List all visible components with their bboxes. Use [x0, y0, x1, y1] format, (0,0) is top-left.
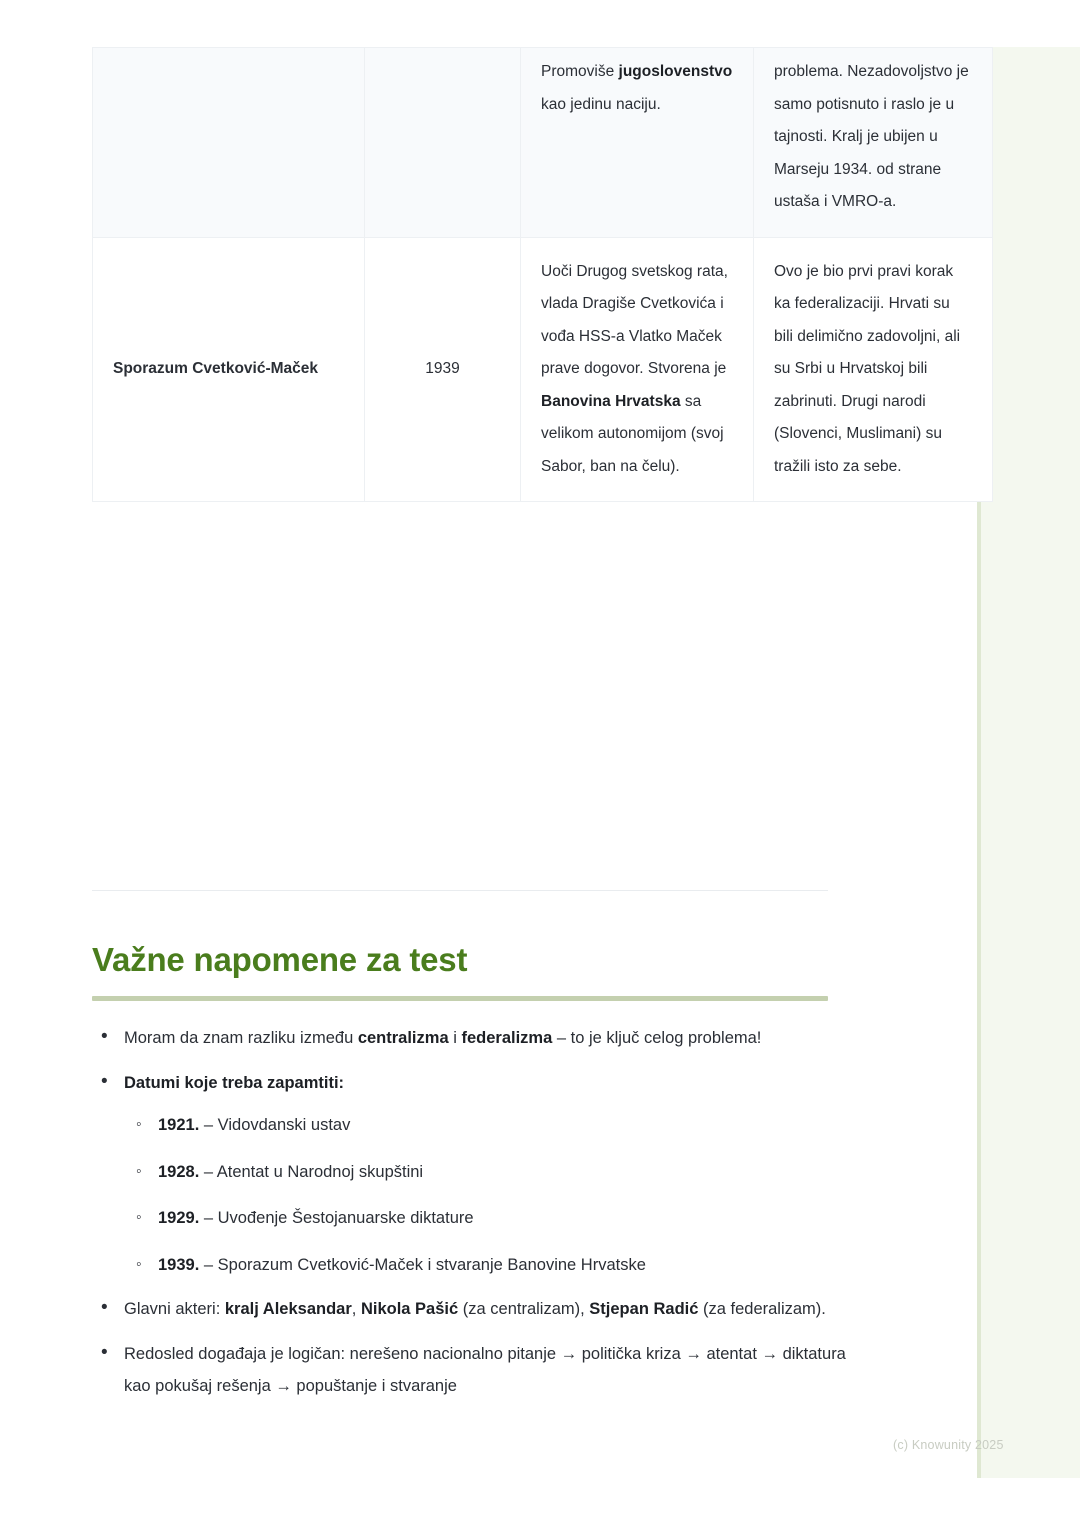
- notes-list: [92, 1022, 852, 1415]
- date-text: – Uvođenje Šestojanuarske diktature: [199, 1209, 474, 1227]
- note-bold-federalizma: federalizma: [461, 1029, 553, 1047]
- table-row: [93, 237, 993, 502]
- note-text-pre: Glavni akteri:: [124, 1300, 225, 1318]
- desc-text-bold: Banovina Hrvatska: [541, 392, 681, 410]
- desc-text-post: kao jedinu naciju.: [541, 95, 661, 113]
- note-text-mid2: (za centralizam),: [458, 1300, 590, 1318]
- date-year: 1921.: [158, 1116, 200, 1134]
- notes-table: [92, 47, 993, 502]
- table-row: [93, 48, 993, 238]
- list-item: [124, 1293, 852, 1326]
- copyright-watermark: (c) Knowunity 2025: [893, 1438, 1004, 1452]
- table-cell-description: [521, 237, 754, 502]
- table-cell-effect: [754, 237, 993, 502]
- section-divider: [92, 890, 828, 891]
- list-item: [158, 1109, 852, 1142]
- note-bold-centralizma: centralizma: [357, 1029, 449, 1047]
- effect-text: Ovo je bio prvi pravi korak ka federalizaciji. Hrvati su bili delimično zadovoljni, ali su Srbi u Hrvatskoj bili zabrinuti. Drugi narodi (Slovenci, Muslimani) su tražili isto za sebe.: [774, 262, 961, 475]
- date-year: 1928.: [158, 1162, 200, 1181]
- desc-text-post: sa velikom autonomijom (svoj Sabor, ban na čelu).: [541, 392, 724, 475]
- date-text: – Sporazum Cvetković-Maček i stvaranje Banovine Hrvatske: [199, 1255, 646, 1274]
- list-item: [124, 1022, 852, 1055]
- notes-table-wrapper: [92, 47, 969, 502]
- list-item: [158, 1202, 852, 1235]
- effect-text: problema. Nezadovoljstvo je samo potisnuto i raslo je u tajnosti. Kralj je ubijen u Marseju 1934. od strane ustaša i VMRO-a.: [774, 63, 969, 210]
- desc-text-pre: Uoči Drugog svetskog rata, vlada Dragiše Cvetkovića i vođa HSS-a Vlatko Maček prave dogovor. Stvorena je: [541, 262, 728, 377]
- table-cell-effect: [754, 48, 993, 238]
- note-label-dates: Datumi koje treba zapamtiti:: [124, 1073, 345, 1092]
- date-text: – Atentat u Narodnoj skupštini: [199, 1162, 424, 1181]
- note-text-mid1: ,: [351, 1300, 361, 1318]
- note-text-pre: Moram da znam razliku između: [124, 1029, 358, 1047]
- note-text-mid: i: [448, 1029, 462, 1047]
- list-item: [158, 1156, 852, 1189]
- dates-sublist: [124, 1109, 852, 1281]
- desc-text-bold: jugoslovenstvo: [618, 63, 733, 80]
- note-bold-radic: Stjepan Radić: [589, 1300, 699, 1318]
- desc-text-pre: Promoviše: [541, 63, 619, 80]
- page-title: Važne napomene za test: [92, 941, 468, 978]
- table-cell-description: [521, 48, 754, 238]
- list-item: [124, 1067, 852, 1282]
- section-heading-block: [92, 938, 828, 1001]
- table-cell-year: [365, 48, 521, 238]
- heading-underline: [92, 996, 828, 1001]
- note-bold-aleksandar: kralj Aleksandar: [224, 1300, 352, 1318]
- list-item: [158, 1249, 852, 1282]
- note-text-post: – to je ključ celog problema!: [552, 1029, 762, 1047]
- date-year: 1929.: [158, 1209, 200, 1227]
- table-cell-title: [93, 48, 365, 238]
- note-text-post: (za federalizam).: [698, 1300, 826, 1318]
- note-text-sequence: Redosled događaja je logičan: nerešeno nacionalno pitanje → politička kriza → atentat → diktatura kao pokušaj rešenja → popuštanje i stvaranje: [124, 1344, 846, 1395]
- table-cell-year: 1939: [365, 237, 521, 502]
- date-text: – Vidovdanski ustav: [199, 1116, 351, 1134]
- note-bold-pasic: Nikola Pašić: [360, 1300, 459, 1318]
- date-year: 1939.: [158, 1255, 200, 1274]
- table-cell-title: Sporazum Cvetković-Maček: [93, 237, 365, 502]
- list-item: [124, 1338, 852, 1403]
